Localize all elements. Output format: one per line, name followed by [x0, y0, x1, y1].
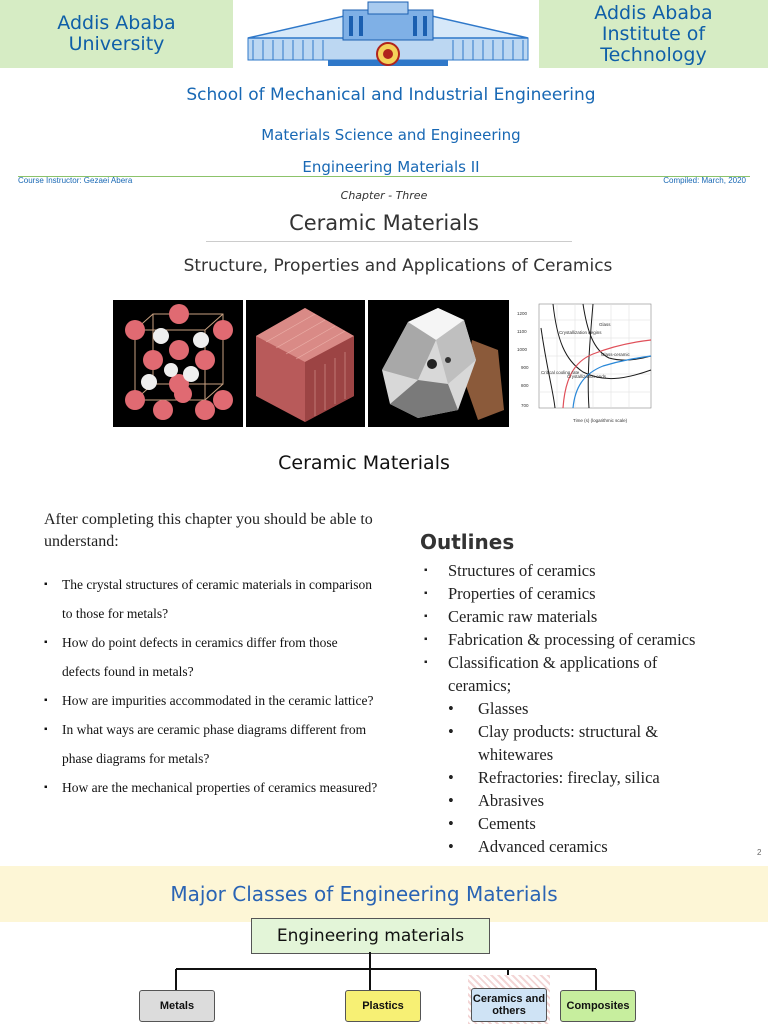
ttt-label-glassceramic: Glass-ceramic — [601, 352, 630, 357]
ttt-tick: 900 — [521, 365, 529, 370]
root-box: Engineering materials — [251, 918, 490, 954]
outline-item: ▪ Fabrication & processing of ceramics — [424, 628, 754, 651]
institute-title-box — [539, 0, 768, 68]
program-name: Materials Science and Engineering — [261, 126, 521, 144]
chapter-label: Chapter - Three — [340, 189, 428, 202]
outlines-title: Outlines — [420, 530, 515, 554]
quartz-crystal-image — [368, 300, 509, 427]
school-name: School of Mechanical and Industrial Engineering — [186, 85, 596, 105]
ttt-xlabel: Time (s) (logarithmic scale) — [573, 418, 628, 423]
ttt-diagram — [513, 300, 655, 428]
outline-item: ▪ Properties of ceramics — [424, 582, 754, 605]
tree-connectors — [0, 952, 768, 992]
title-divider — [206, 241, 572, 242]
crystal-unit-cell-image — [113, 300, 243, 427]
institute-title: Addis Ababa Institute of Technology — [594, 1, 713, 66]
sub-outline-item: • Advanced ceramics — [448, 837, 608, 856]
ttt-tick: 1000 — [517, 347, 528, 352]
question-item: ▪ How do point defects in ceramics differ from those defects found in metals? — [44, 628, 379, 686]
question-item: ▪ In what ways are ceramic phase diagrams different from phase diagrams for metals? — [44, 715, 379, 773]
class-box-ceramics: Ceramics and others — [471, 988, 547, 1022]
ttt-tick: 1200 — [517, 311, 528, 316]
sub-outline-item: • Abrasives — [448, 791, 544, 810]
class-box-plastics: Plastics — [345, 990, 421, 1022]
ttt-label-begin: Crystallization begins — [559, 330, 602, 335]
outline-item: ▪ Classification & applications of ceramics; — [424, 651, 698, 697]
sub-outline-item: • Clay products: structural & whitewares — [448, 722, 659, 764]
ttt-label-critical: Critical cooling rate — [541, 370, 580, 375]
outline-item: ▪ Ceramic raw materials — [424, 605, 754, 628]
university-building-logo — [243, 0, 533, 68]
sub-outline-item: • Cements — [448, 814, 536, 833]
question-item: ▪ The crystal structures of ceramic materials in comparison to those for metals? — [44, 570, 379, 628]
ttt-tick: 700 — [521, 403, 529, 408]
class-box-composites: Composites — [560, 990, 636, 1022]
question-item: ▪ How are impurities accommodated in the ceramic lattice? — [44, 686, 379, 715]
university-title-box — [0, 0, 233, 68]
chapter-title: Ceramic Materials — [289, 211, 479, 235]
intro-text: After completing this chapter you should be able to understand: — [44, 511, 373, 550]
slide2-heading: Ceramic Materials — [278, 452, 450, 474]
ttt-label-end: Crystallization ends — [567, 374, 607, 379]
compiled-date: Compiled: March, 2020 — [663, 176, 746, 185]
class-box-metals: Metals — [139, 990, 215, 1022]
page-number: 2 — [757, 848, 762, 857]
sub-outline-item: • Refractories: fireclay, silica — [448, 768, 660, 787]
course-instructor: Course Instructor: Gezaei Abera — [18, 176, 133, 185]
ttt-tick: 800 — [521, 383, 529, 388]
sub-outline-item: • Glasses — [448, 699, 529, 718]
sub-outline-list — [448, 697, 718, 858]
slide3-heading: Major Classes of Engineering Materials — [170, 882, 558, 906]
university-title: Addis Ababa University — [57, 12, 176, 55]
chapter-subtitle: Structure, Properties and Applications of Ceramics — [183, 256, 613, 276]
ttt-tick: 1100 — [517, 329, 527, 334]
question-item: ▪ How are the mechanical properties of ceramics measured? — [44, 773, 379, 802]
outline-list — [424, 559, 754, 697]
crystal-lattice-image — [246, 300, 365, 427]
ttt-label-glass: Glass — [599, 322, 611, 327]
outline-item: ▪ Structures of ceramics — [424, 559, 754, 582]
question-list — [44, 570, 379, 802]
course-name: Engineering Materials II — [302, 158, 480, 176]
